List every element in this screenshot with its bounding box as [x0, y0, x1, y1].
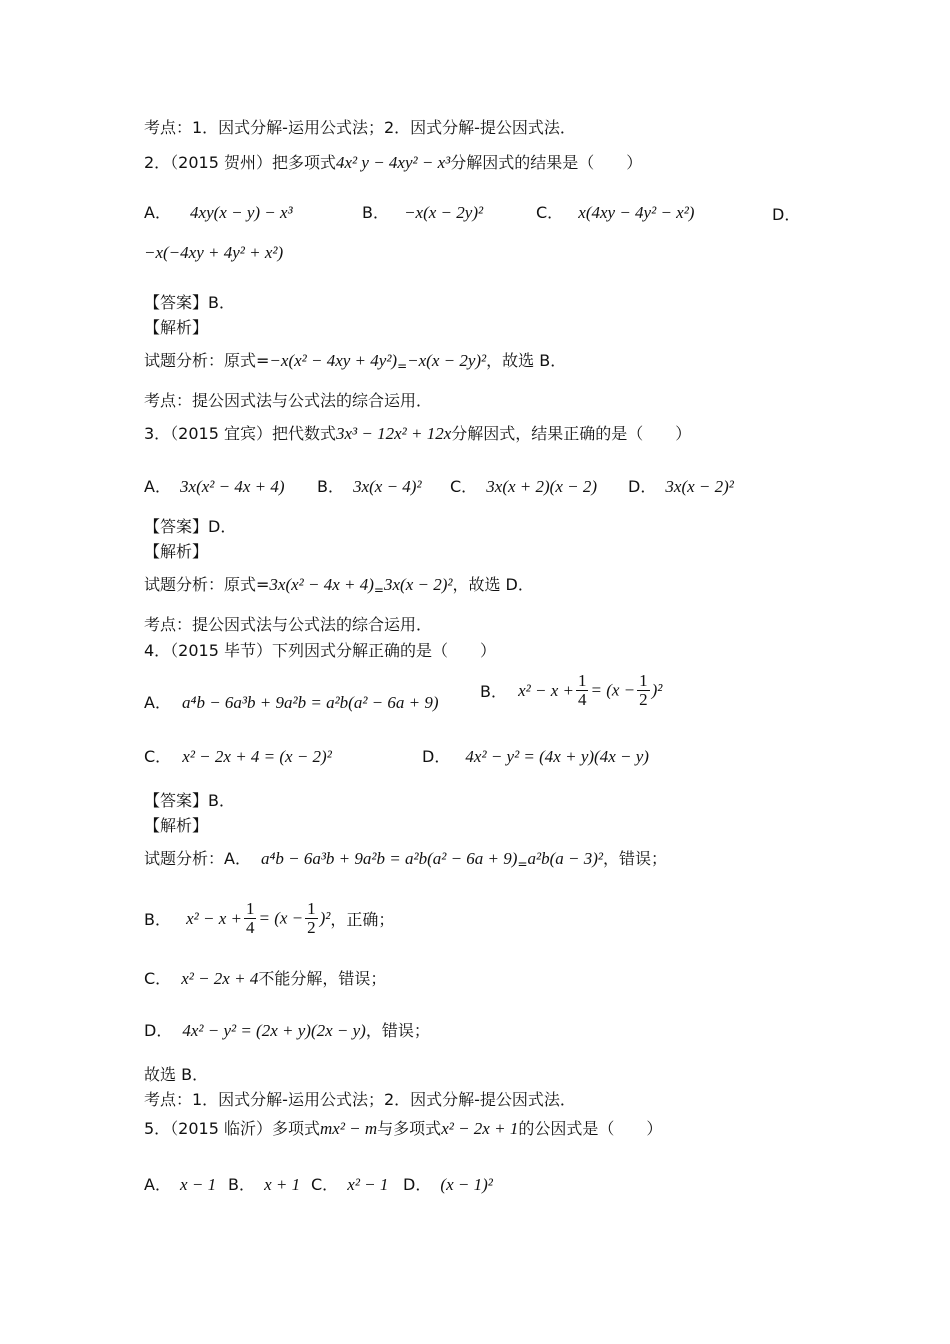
- q2-option-a-expr: 4xy(x − y) − x³: [190, 203, 293, 222]
- q4-analysis-b-fraction-2: [305, 900, 318, 937]
- q4-analysis-b-label: B．: [144, 910, 171, 929]
- q3-option-d: [628, 474, 734, 497]
- q4-option-b-mid: = (x −: [590, 680, 636, 700]
- fraction-numerator: 1: [577, 671, 587, 690]
- q3-analysis-step2: 3x(x − 2)²: [383, 575, 453, 594]
- question-3-stem: [144, 423, 691, 445]
- q4-analysis-d: [144, 1020, 430, 1042]
- q4-option-b: [480, 672, 662, 709]
- q4-analysis-suffix: ，错误；: [603, 849, 668, 868]
- kaodian-line-1: 考点：1．因式分解-运用公式法；2．因式分解-提公因式法．: [144, 118, 576, 137]
- q5-option-d-expr: (x − 1)²: [440, 1175, 493, 1194]
- fraction-denominator: 2: [307, 918, 316, 937]
- q2-option-a: [144, 200, 293, 223]
- q4-option-c-label: C．: [144, 747, 172, 766]
- q4-analysis-step1: a⁴b − 6a³b + 9a²b = a²b(a² − 6a + 9): [260, 849, 518, 868]
- q4-option-b-fraction-2: [637, 672, 650, 709]
- question-4-stem: 4．（2015 毕节）下列因式分解正确的是（ ）: [144, 641, 496, 660]
- q3-option-b-expr: 3x(x − 4)²: [353, 477, 422, 496]
- q5-option-c: [311, 1172, 388, 1195]
- kaodian-line-2: 考点：提公因式法与公式法的综合运用．: [144, 391, 433, 410]
- q4-analysis-heading: 【解析】: [144, 816, 209, 835]
- fraction-numerator: 1: [639, 671, 648, 690]
- q3-option-c-label: C．: [450, 477, 478, 496]
- q4-analysis-a: [144, 848, 667, 875]
- q4-option-a-label: A．: [144, 693, 171, 712]
- fraction-denominator: 4: [245, 918, 255, 937]
- q4-analysis-d-label: D．: [144, 1021, 173, 1040]
- q5-option-a-expr: x − 1: [180, 1175, 217, 1194]
- q3-analysis: [144, 574, 534, 601]
- q4-analysis-c: [144, 968, 386, 990]
- q2-option-b: [362, 200, 483, 223]
- q4-option-b-fraction-1: [576, 672, 589, 709]
- q2-suffix: 分解因式的结果是（ ）: [450, 153, 643, 172]
- q3-option-b-label: B．: [317, 477, 344, 496]
- question-5-stem: [144, 1118, 662, 1140]
- q5-option-a: [144, 1172, 216, 1195]
- q2-answer: 【答案】B．: [144, 293, 235, 312]
- q3-option-d-expr: 3x(x − 2)²: [665, 477, 734, 496]
- q3-option-d-label: D．: [628, 477, 657, 496]
- q3-analysis-step1: 3x(x² − 4x + 4): [269, 575, 374, 594]
- q3-analysis-heading: 【解析】: [144, 542, 209, 561]
- q4-conclusion: 故选 B．: [144, 1065, 209, 1084]
- q4-analysis-b: [144, 900, 394, 937]
- q4-analysis-equals: =: [517, 857, 528, 871]
- q2-option-d-expr: −x(−4xy + 4y² + x²): [144, 243, 284, 262]
- q3-polynomial: 3x³ − 12x² + 12x: [336, 424, 452, 443]
- q2-analysis-suffix: ，故选 B．: [486, 351, 567, 370]
- kaodian-line-4: 考点：1．因式分解-运用公式法；2．因式分解-提公因式法．: [144, 1090, 576, 1109]
- q2-polynomial: 4x² y − 4xy² − x³: [336, 153, 451, 172]
- q5-middle: 与多项式: [377, 1119, 442, 1138]
- q4-analysis-d-expr: 4x² − y² = (2x + y)(2x − y): [182, 1021, 366, 1040]
- q3-prefix: 3．（2015 宜宾）把代数式: [144, 424, 336, 443]
- fraction-denominator: 2: [639, 690, 648, 709]
- q5-option-d: [403, 1172, 493, 1195]
- q3-option-a-expr: 3x(x² − 4x + 4): [180, 477, 285, 496]
- q5-option-a-label: A．: [144, 1175, 171, 1194]
- q4-analysis-b-mid: = (x −: [258, 908, 304, 928]
- q2-analysis-step2: −x(x − 2y)²: [407, 351, 487, 370]
- q4-analysis-d-suffix: ，错误；: [365, 1021, 430, 1040]
- q5-option-b: [228, 1172, 300, 1195]
- q4-analysis-c-suffix: 不能分解，错误；: [258, 969, 387, 988]
- q3-option-a: [144, 474, 285, 497]
- q4-option-c: [144, 744, 332, 767]
- q4-analysis-b-end: )²: [319, 908, 331, 928]
- q4-option-d: [422, 744, 649, 767]
- q3-option-c-expr: 3x(x + 2)(x − 2): [486, 477, 598, 496]
- q5-poly-2: x² − 2x + 1: [441, 1119, 519, 1138]
- q3-analysis-equals: =: [373, 583, 384, 597]
- q2-option-a-label: A．: [144, 203, 171, 222]
- q3-analysis-suffix: ，故选 D．: [452, 575, 534, 594]
- q4-option-d-expr: 4x² − y² = (4x + y)(4x − y): [465, 747, 649, 766]
- q5-option-c-label: C．: [311, 1175, 339, 1194]
- q2-option-c: [536, 200, 694, 223]
- q4-option-a: [144, 690, 439, 713]
- kaodian-line-3: 考点：提公因式法与公式法的综合运用．: [144, 615, 433, 634]
- q5-option-d-label: D．: [403, 1175, 432, 1194]
- q4-option-c-expr: x² − 2x + 4 = (x − 2)²: [182, 747, 332, 766]
- q4-analysis-b-pre: x² − x +: [186, 908, 242, 928]
- q2-option-c-label: C．: [536, 203, 564, 222]
- question-2-stem: [144, 152, 642, 174]
- q4-analysis-c-expr: x² − 2x + 4: [181, 969, 259, 988]
- q4-analysis-b-fraction-1: [244, 900, 257, 937]
- fraction-numerator: 1: [245, 899, 255, 918]
- fraction-denominator: 4: [577, 690, 587, 709]
- q2-prefix: 2．（2015 贺州）把多项式: [144, 153, 336, 172]
- q5-poly-1: mx² − m: [320, 1119, 378, 1138]
- q2-analysis-equals: =: [397, 359, 408, 373]
- q4-analysis-step2: a²b(a − 3)²: [527, 849, 603, 868]
- fraction-numerator: 1: [307, 899, 316, 918]
- q2-analysis-prefix: 试题分析：原式=: [144, 351, 270, 370]
- q3-analysis-prefix: 试题分析：原式=: [144, 575, 270, 594]
- q4-option-d-label: D．: [422, 747, 451, 766]
- q2-option-b-expr: −x(x − 2y)²: [404, 203, 484, 222]
- q4-analysis-prefix: 试题分析：A．: [144, 849, 251, 868]
- q4-option-a-expr: a⁴b − 6a³b + 9a²b = a²b(a² − 6a + 9): [182, 693, 439, 712]
- q2-option-c-expr: x(4xy − 4y² − x²): [578, 203, 695, 222]
- q2-analysis-heading: 【解析】: [144, 318, 209, 337]
- q4-option-b-end: )²: [651, 680, 663, 700]
- q5-option-b-expr: x + 1: [264, 1175, 301, 1194]
- q2-analysis-step1: −x(x² − 4xy + 4y²): [269, 351, 398, 370]
- q5-suffix: 的公因式是（ ）: [518, 1119, 663, 1138]
- q3-suffix: 分解因式，结果正确的是（ ）: [451, 424, 692, 443]
- q4-answer: 【答案】B．: [144, 791, 235, 810]
- q3-option-a-label: A．: [144, 477, 171, 496]
- q2-option-d-label: D．: [772, 205, 801, 224]
- q3-option-b: [317, 474, 422, 497]
- q5-prefix: 5．（2015 临沂）多项式: [144, 1119, 320, 1138]
- q2-option-b-label: B．: [362, 203, 389, 222]
- q4-option-b-pre: x² − x +: [518, 680, 574, 700]
- q5-option-c-expr: x² − 1: [347, 1175, 389, 1194]
- q3-answer: 【答案】D．: [144, 517, 237, 536]
- q4-analysis-c-label: C．: [144, 969, 172, 988]
- q2-analysis: [144, 350, 566, 377]
- q3-option-c: [450, 474, 597, 497]
- q5-option-b-label: B．: [228, 1175, 255, 1194]
- q4-option-b-label: B．: [480, 682, 507, 701]
- q4-analysis-b-suffix: ，正确；: [330, 910, 395, 929]
